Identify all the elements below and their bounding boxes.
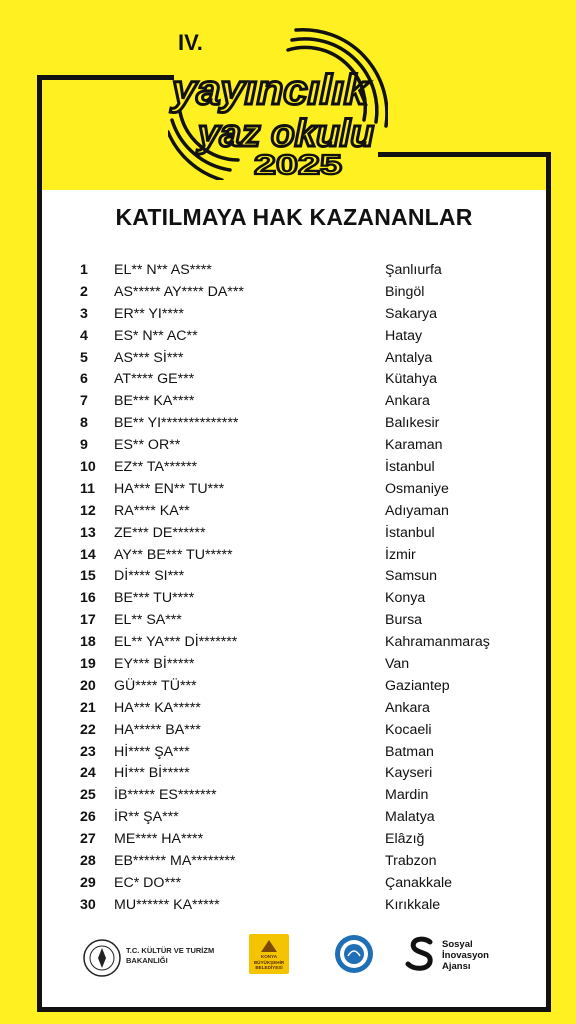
participant-city: İstanbul xyxy=(385,524,435,541)
list-item xyxy=(80,609,520,631)
participant-city: Osmaniye xyxy=(385,480,449,497)
konya-emblem-icon xyxy=(259,938,279,954)
participant-city: Mardin xyxy=(385,787,429,804)
list-item xyxy=(80,850,520,872)
list-item xyxy=(80,544,520,566)
participant-city: Hatay xyxy=(385,327,423,344)
participant-number: 26 xyxy=(80,809,96,826)
broadcast-waves-icon xyxy=(168,20,388,180)
participant-city: Batman xyxy=(385,743,434,760)
participant-city: Ankara xyxy=(385,699,430,716)
participant-list xyxy=(80,259,520,916)
participant-name: EL** SA*** xyxy=(114,612,182,629)
list-item xyxy=(80,675,520,697)
participant-number: 20 xyxy=(80,677,96,694)
participant-number: 4 xyxy=(80,327,88,344)
participant-city: Kahramanmaraş xyxy=(385,634,490,651)
list-item xyxy=(80,281,520,303)
participant-name: RA**** KA** xyxy=(114,502,190,519)
participant-city: Balıkesir xyxy=(385,415,440,432)
participant-number: 19 xyxy=(80,655,96,672)
participant-city: İzmir xyxy=(385,546,416,563)
list-item xyxy=(80,653,520,675)
list-item xyxy=(80,434,520,456)
participant-name: ES** OR** xyxy=(114,437,181,454)
participant-number: 15 xyxy=(80,568,96,585)
participant-number: 18 xyxy=(80,634,96,651)
participant-name: AS*** Sİ*** xyxy=(114,349,184,366)
konya-municipality-logo xyxy=(249,934,289,974)
participant-number: 6 xyxy=(80,371,88,388)
participant-number: 25 xyxy=(80,787,96,804)
participant-city: Kütahya xyxy=(385,371,438,388)
participant-number: 11 xyxy=(80,480,95,497)
participant-city: Çanakkale xyxy=(385,874,453,891)
frame-bottom-line xyxy=(37,1007,547,1012)
participant-name: EY*** Bİ***** xyxy=(114,655,195,672)
participant-number: 10 xyxy=(80,458,96,475)
participant-city: Ankara xyxy=(385,393,430,410)
participant-number: 8 xyxy=(80,415,88,432)
participant-number: 28 xyxy=(80,852,96,869)
participant-city: Kırıkkale xyxy=(385,896,441,913)
participant-name: AY** BE*** TU***** xyxy=(114,546,233,563)
participant-number: 27 xyxy=(80,831,96,848)
participant-city: Gaziantep xyxy=(385,677,450,694)
ministry-logo xyxy=(82,936,215,980)
list-item xyxy=(80,347,520,369)
participant-number: 14 xyxy=(80,546,96,563)
participant-name: BE*** TU**** xyxy=(114,590,195,607)
list-item xyxy=(80,412,520,434)
participant-city: Adıyaman xyxy=(385,502,449,519)
participant-name: Dİ**** SI*** xyxy=(114,568,185,585)
participant-city: Antalya xyxy=(385,349,433,366)
list-item xyxy=(80,325,520,347)
list-item xyxy=(80,390,520,412)
frame-top-left-line xyxy=(37,75,174,80)
frame-right-line xyxy=(546,152,551,1012)
list-item xyxy=(80,565,520,587)
participant-name: HA***** BA*** xyxy=(114,721,201,738)
participant-name: AT**** GE*** xyxy=(114,371,195,388)
ministry-seal-icon xyxy=(82,938,122,978)
participant-city: Konya xyxy=(385,590,426,607)
participant-name: EC* DO*** xyxy=(114,874,182,891)
participant-city: Karaman xyxy=(385,437,443,454)
list-item xyxy=(80,762,520,784)
blue-seal-icon xyxy=(334,934,374,974)
list-item xyxy=(80,828,520,850)
participant-city: Elâzığ xyxy=(385,831,425,848)
participant-name: ER** YI**** xyxy=(114,305,184,322)
participant-name: Hİ**** ŞA*** xyxy=(114,743,190,760)
list-item xyxy=(80,522,520,544)
list-item xyxy=(80,741,520,763)
participant-number: 1 xyxy=(80,261,88,278)
participant-city: Samsun xyxy=(385,568,438,585)
participant-name: EL** N** AS**** xyxy=(114,261,212,278)
ajans-line3: Ajansı xyxy=(442,961,471,972)
list-item xyxy=(80,894,520,916)
participant-number: 30 xyxy=(80,896,96,913)
list-item xyxy=(80,806,520,828)
year-label: 2025 xyxy=(254,149,342,180)
participant-name: İR** ŞA*** xyxy=(114,809,179,826)
list-item xyxy=(80,456,520,478)
participant-number: 7 xyxy=(80,393,88,410)
participant-number: 5 xyxy=(80,349,88,366)
list-item xyxy=(80,303,520,325)
participant-number: 29 xyxy=(80,874,96,891)
participant-number: 3 xyxy=(80,305,88,322)
participant-name: EB****** MA******** xyxy=(114,852,236,869)
participant-number: 2 xyxy=(80,283,88,300)
list-item xyxy=(80,478,520,500)
list-item xyxy=(80,719,520,741)
participant-city: Bingöl xyxy=(385,283,425,300)
sosyal-inovasyon-ajansi-logo xyxy=(404,936,504,976)
list-item xyxy=(80,631,520,653)
participant-number: 9 xyxy=(80,437,88,454)
ajans-line1: Sosyal xyxy=(442,939,473,950)
participant-name: ES* N** AC** xyxy=(114,327,198,344)
participant-name: Hİ*** Bİ***** xyxy=(114,765,190,782)
list-item xyxy=(80,259,520,281)
event-logo xyxy=(168,20,388,180)
participant-name: İB***** ES******* xyxy=(114,787,217,804)
participant-number: 23 xyxy=(80,743,96,760)
participant-number: 24 xyxy=(80,765,96,782)
participant-name: GÜ**** TÜ*** xyxy=(114,677,197,694)
participant-city: Kocaeli xyxy=(385,721,432,738)
konya-line1: KONYA xyxy=(260,954,278,959)
participant-name: ZE*** DE****** xyxy=(114,524,206,541)
title-line-1: yayıncılık xyxy=(169,66,371,113)
participant-name: BE*** KA**** xyxy=(114,393,195,410)
konya-line2: BÜYÜKŞEHİR xyxy=(253,959,285,965)
list-item xyxy=(80,587,520,609)
participant-name: EL** YA*** Dİ******* xyxy=(114,634,238,651)
participant-name: HA*** EN** TU*** xyxy=(114,480,225,497)
participant-city: Malatya xyxy=(385,809,435,826)
ministry-name-line1: T.C. KÜLTÜR VE TURİZM xyxy=(126,946,215,955)
ajans-line2: İnovasyon xyxy=(442,950,489,961)
participant-name: EZ** TA****** xyxy=(114,458,198,475)
s-mark-icon xyxy=(404,936,438,972)
list-item xyxy=(80,697,520,719)
list-item xyxy=(80,872,520,894)
participant-name: BE** YI************** xyxy=(114,415,239,432)
edition-label: IV. xyxy=(178,30,203,55)
participant-number: 13 xyxy=(80,524,96,541)
participant-name: AS***** AY**** DA*** xyxy=(114,283,244,300)
participant-number: 17 xyxy=(80,612,96,629)
participant-city: Sakarya xyxy=(385,305,438,322)
list-item xyxy=(80,368,520,390)
participant-number: 16 xyxy=(80,590,96,607)
participant-city: Şanlıurfa xyxy=(385,261,442,278)
participant-city: Trabzon xyxy=(385,852,437,869)
participant-name: MU****** KA***** xyxy=(114,896,220,913)
participant-city: Kayseri xyxy=(385,765,433,782)
list-item xyxy=(80,500,520,522)
university-seal-logo xyxy=(334,934,374,974)
participant-name: HA*** KA***** xyxy=(114,699,201,716)
participant-number: 22 xyxy=(80,721,96,738)
participant-city: Bursa xyxy=(385,612,423,629)
participant-number: 12 xyxy=(80,502,96,519)
participant-name: ME**** HA**** xyxy=(114,831,204,848)
title-line-2: yaz okulu xyxy=(195,113,374,155)
konya-line3: BELEDİYESİ xyxy=(255,965,283,970)
ministry-name-line2: BAKANLIĞI xyxy=(126,956,168,965)
participant-city: Van xyxy=(385,655,410,672)
page-title: KATILMAYA HAK KAZANANLAR xyxy=(115,204,473,230)
participant-city: İstanbul xyxy=(385,458,435,475)
list-item xyxy=(80,784,520,806)
participant-number: 21 xyxy=(80,699,96,716)
frame-top-right-line xyxy=(378,152,551,157)
